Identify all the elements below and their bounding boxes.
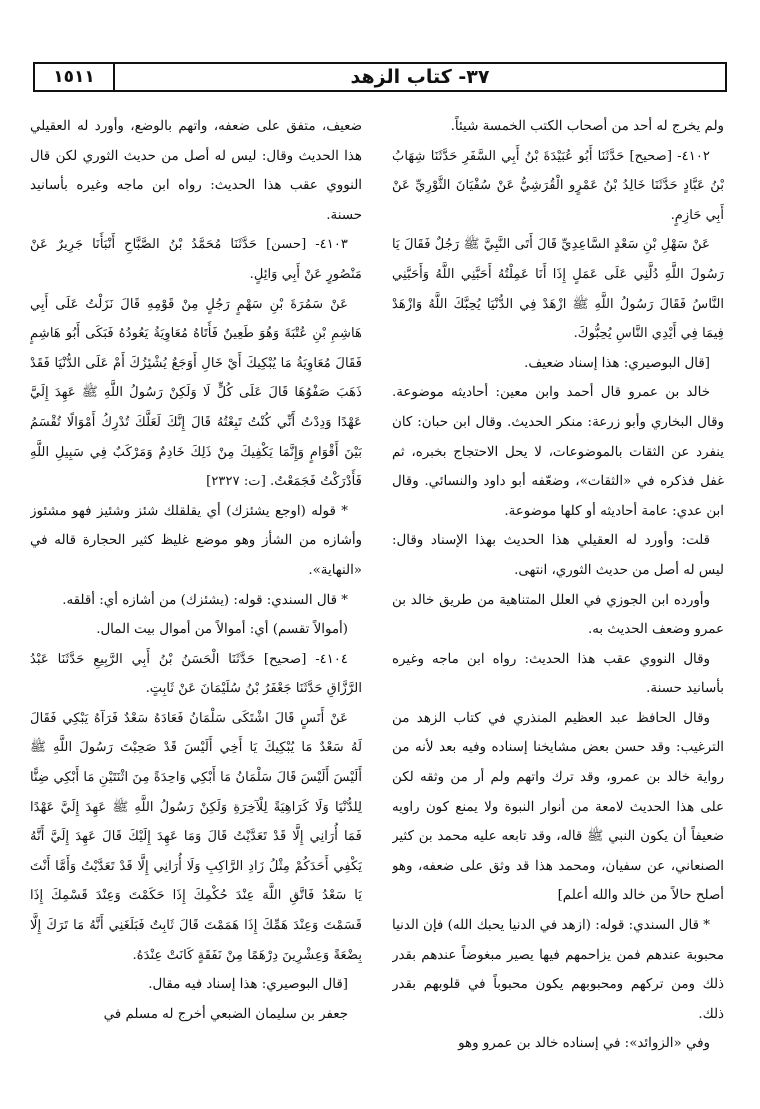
paragraph: [قال البوصيري: هذا إسناد ضعيف. <box>524 355 710 371</box>
hadith-chain: ٤١٠٣- [حسن] حَدَّثَنَا مُحَمَّدُ بْنُ الصَّبَّاحِ أَنْبَأَنَا جَرِيرٌ عَنْ مَنْصُورٍ عَنْ أَبِي وَائِلٍ. <box>30 237 362 282</box>
hadith-text: عَنْ سَهْلِ بْنِ سَعْدٍ السَّاعِدِيِّ قَالَ أَتَى النَّبِيَّ ﷺ رَجُلٌ فَقَالَ يَا رَسُولَ اللَّهِ دُلَّنِي عَلَى عَمَلٍ إِذَا أَنَا عَمِلْتُهُ أَحَبَّنِي اللَّهُ وَأَحَبَّنِي النَّاسُ فَقَالَ رَسُولُ اللَّهِ ﷺ ازْهَدْ فِي الدُّنْيَا يُحِبَّكَ اللَّهُ وَازْهَدْ فِيمَا فِي أَيْدِي النَّاسِ يُحِبُّوكَ. <box>392 237 724 342</box>
left-column <box>30 112 362 1097</box>
paragraph: ولم يخرج له أحد من أصحاب الكتب الخمسة شيئاً. <box>450 119 724 134</box>
hadith-chain: ٤١٠٢- [صحيح] حَدَّثَنَا أَبُو عُبَيْدَةَ بْنُ أَبِي السَّفَرِ حَدَّثَنَا شِهَابُ بْنُ عَبَّادٍ حَدَّثَنَا خَالِدُ بْنُ عَمْرٍو الْقُرَشِيُّ عَنْ سُفْيَانَ الثَّوْرِيِّ عَنْ أَبِي حَازِمٍ. <box>392 148 724 223</box>
paragraph: ضعيف، متفق على ضعفه، واتهم بالوضع، وأورد له العقيلي هذا الحديث وقال: ليس له أصل من حديث الثوري لكن قال النووي عقب هذا الحديث: رواه ابن ماجه وغيره بأسانيد حسنة. <box>30 119 362 223</box>
chapter-title: ٣٧- كتاب الزهد <box>350 66 490 88</box>
paragraph: وقال النووي عقب هذا الحديث: رواه ابن ماجه وغيره بأسانيد حسنة. <box>392 651 724 697</box>
note: (أموالاً تقسم) أي: أموالاً من أموال بيت المال. <box>96 622 348 638</box>
page-number: ١٥١١ <box>35 64 115 90</box>
paragraph: وقال الحافظ عبد العظيم المنذري في كتاب الزهد من الترغيب: وقد حسن بعض مشايخنا إسناده وفيه بعد لأنه من رواية خالد بن عمرو، وقد ترك واتهم ولم أر من وثقه لكن على هذا الحديث لامعة من أنوار النبوة ولا يمنع كون راويه ضعيفاً أن يكون النبي ﷺ قاله، وقد تابعه عليه محمد بن كثير الصنعاني، عن سفيان، ومحمد هذا قد وثق على ضعفه، وهو أصلح حالاً من خالد والله أعلم] <box>392 710 724 904</box>
paragraph: خالد بن عمرو قال أحمد وابن معين: أحاديثه موضوعة. وقال البخاري وأبو زرعة: منكر الحديث. وقال ابن حبان: كان ينفرد عن الثقات بالموضوعات، لا يحل الاحتجاج بخبره، ثم غفل فذكره في «الثقات»، وضعّفه أبو داود والنسائي. وقال ابن عدي: عامة أحاديثه أو كلها موضوعة. <box>392 385 724 519</box>
sindi-note: * قال السندي: قوله: (ازهد في الدنيا يحبك الله) فإن الدنيا محبوبة عندهم فمن يزاحمهم فيها يصير مبغوضاً عندهم بقدر ذلك ومن تركهم ومحبوبهم يكون محبوباً في قلوبهم بقدر ذلك. <box>392 918 724 1022</box>
paragraph: وفي «الزوائد»: في إسناده خالد بن عمرو وهو <box>458 1036 710 1052</box>
paragraph: جعفر بن سليمان الضبعي أخرج له مسلم في <box>103 1006 348 1022</box>
hadith-chain: ٤١٠٤- [صحيح] حَدَّثَنَا الْحَسَنُ بْنُ أَبِي الرَّبِيعِ حَدَّثَنَا عَبْدُ الرَّزَّاقِ حَدَّثَنَا جَعْفَرُ بْنُ سُلَيْمَانَ عَنْ ثَابِتٍ. <box>30 651 362 697</box>
paragraph: [قال البوصيري: هذا إسناد فيه مقال. <box>148 977 348 993</box>
paragraph: قلت: وأورد له العقيلي هذا الحديث بهذا الإسناد وقال: ليس له أصل من حديث الثوري، انتهى. <box>392 533 724 578</box>
sindi-note: * قال السندي: قوله: (يشئزك) من أشازه أي: أقلقه. <box>62 592 348 608</box>
page-header <box>33 62 727 92</box>
hadith-text: عَنْ أَنَسٍ قَالَ اشْتَكَى سَلْمَانُ فَعَادَهُ سَعْدٌ فَرَآهُ يَبْكِي فَقَالَ لَهُ سَعْدٌ مَا يُبْكِيكَ يَا أَخِي أَلَيْسَ قَدْ صَحِبْتَ رَسُولَ اللَّهِ ﷺ أَلَيْسَ أَلَيْسَ قَالَ سَلْمَانُ مَا أَبْكِي وَاحِدَةً مِنَ اثْنَتَيْنِ مَا أَبْكِي ضِنًّا لِلدُّنْيَا وَلَا كَرَاهِيَةً لِلْآخِرَةِ وَلَكِنْ رَسُولُ اللَّهِ ﷺ عَهِدَ إِلَيَّ عَهْدًا فَمَا أُرَانِي إِلَّا قَدْ تَعَدَّيْتُ قَالَ وَمَا عَهِدَ إِلَيْكَ قَالَ عَهِدَ إِلَيَّ أَنَّهُ يَكْفِي أَحَدَكُمْ مِثْلُ زَادِ الرَّاكِبِ وَلَا أُرَانِي إِلَّا قَدْ تَعَدَّيْتُ وَأَمَّا أَنْتَ يَا سَعْدُ فَاتَّقِ اللَّهَ عِنْدَ حُكْمِكَ إِذَا حَكَمْتَ وَعِنْدَ قَسْمِكَ إِذَا قَسَمْتَ وَعِنْدَ هَمِّكَ إِذَا هَمَمْتَ قَالَ ثَابِتٌ فَبَلَغَنِي أَنَّهُ مَا تَرَكَ إِلَّا بِضْعَةً وَعِشْرِينَ دِرْهَمًا مِنْ نَفَقَةٍ كَانَتْ عِنْدَهُ. <box>30 710 362 963</box>
paragraph: وأورده ابن الجوزي في العلل المتناهية من طريق خالد بن عمرو وضعف الحديث به. <box>392 592 724 638</box>
note: * قوله (اوجع يشئزك) أي يقلقلك شئز وشئيز فهو مشئوز وأشازه من الشأز وهو موضع غليظ كثير الحجارة قاله في «النهاية». <box>30 503 362 578</box>
right-column <box>392 112 724 1097</box>
hadith-text: عَنْ سَمُرَةَ بْنِ سَهْمٍ رَجُلٍ مِنْ قَوْمِهِ قَالَ نَزَلْتُ عَلَى أَبِي هَاشِمِ بْنِ عُتْبَةَ وَهُوَ طَعِينٌ فَأَتَاهُ مُعَاوِيَةُ يَعُودُهُ فَبَكَى أَبُو هَاشِمٍ فَقَالَ مُعَاوِيَةُ مَا يُبْكِيكَ أَيْ خَالِ أَوَجَعٌ يُشْئِزُكَ أَمْ عَلَى الدُّنْيَا فَقَدْ ذَهَبَ صَفْوُهَا قَالَ عَلَى كُلٍّ لَا وَلَكِنْ رَسُولُ اللَّهِ ﷺ عَهِدَ إِلَيَّ عَهْدًا وَدِدْتُ أَنِّي كُنْتُ تَبِعْتُهُ قَالَ إِنَّكَ لَعَلَّكَ تُدْرِكُ أَمْوَالًا تُقْسَمُ بَيْنَ أَقْوَامٍ وَإِنَّمَا يَكْفِيكَ مِنْ ذَلِكَ خَادِمٌ وَمَرْكَبٌ فِي سَبِيلِ اللَّهِ فَأَدْرَكْتُ فَجَمَعْتُ. [ت: ٢٣٢٧] <box>30 296 362 490</box>
